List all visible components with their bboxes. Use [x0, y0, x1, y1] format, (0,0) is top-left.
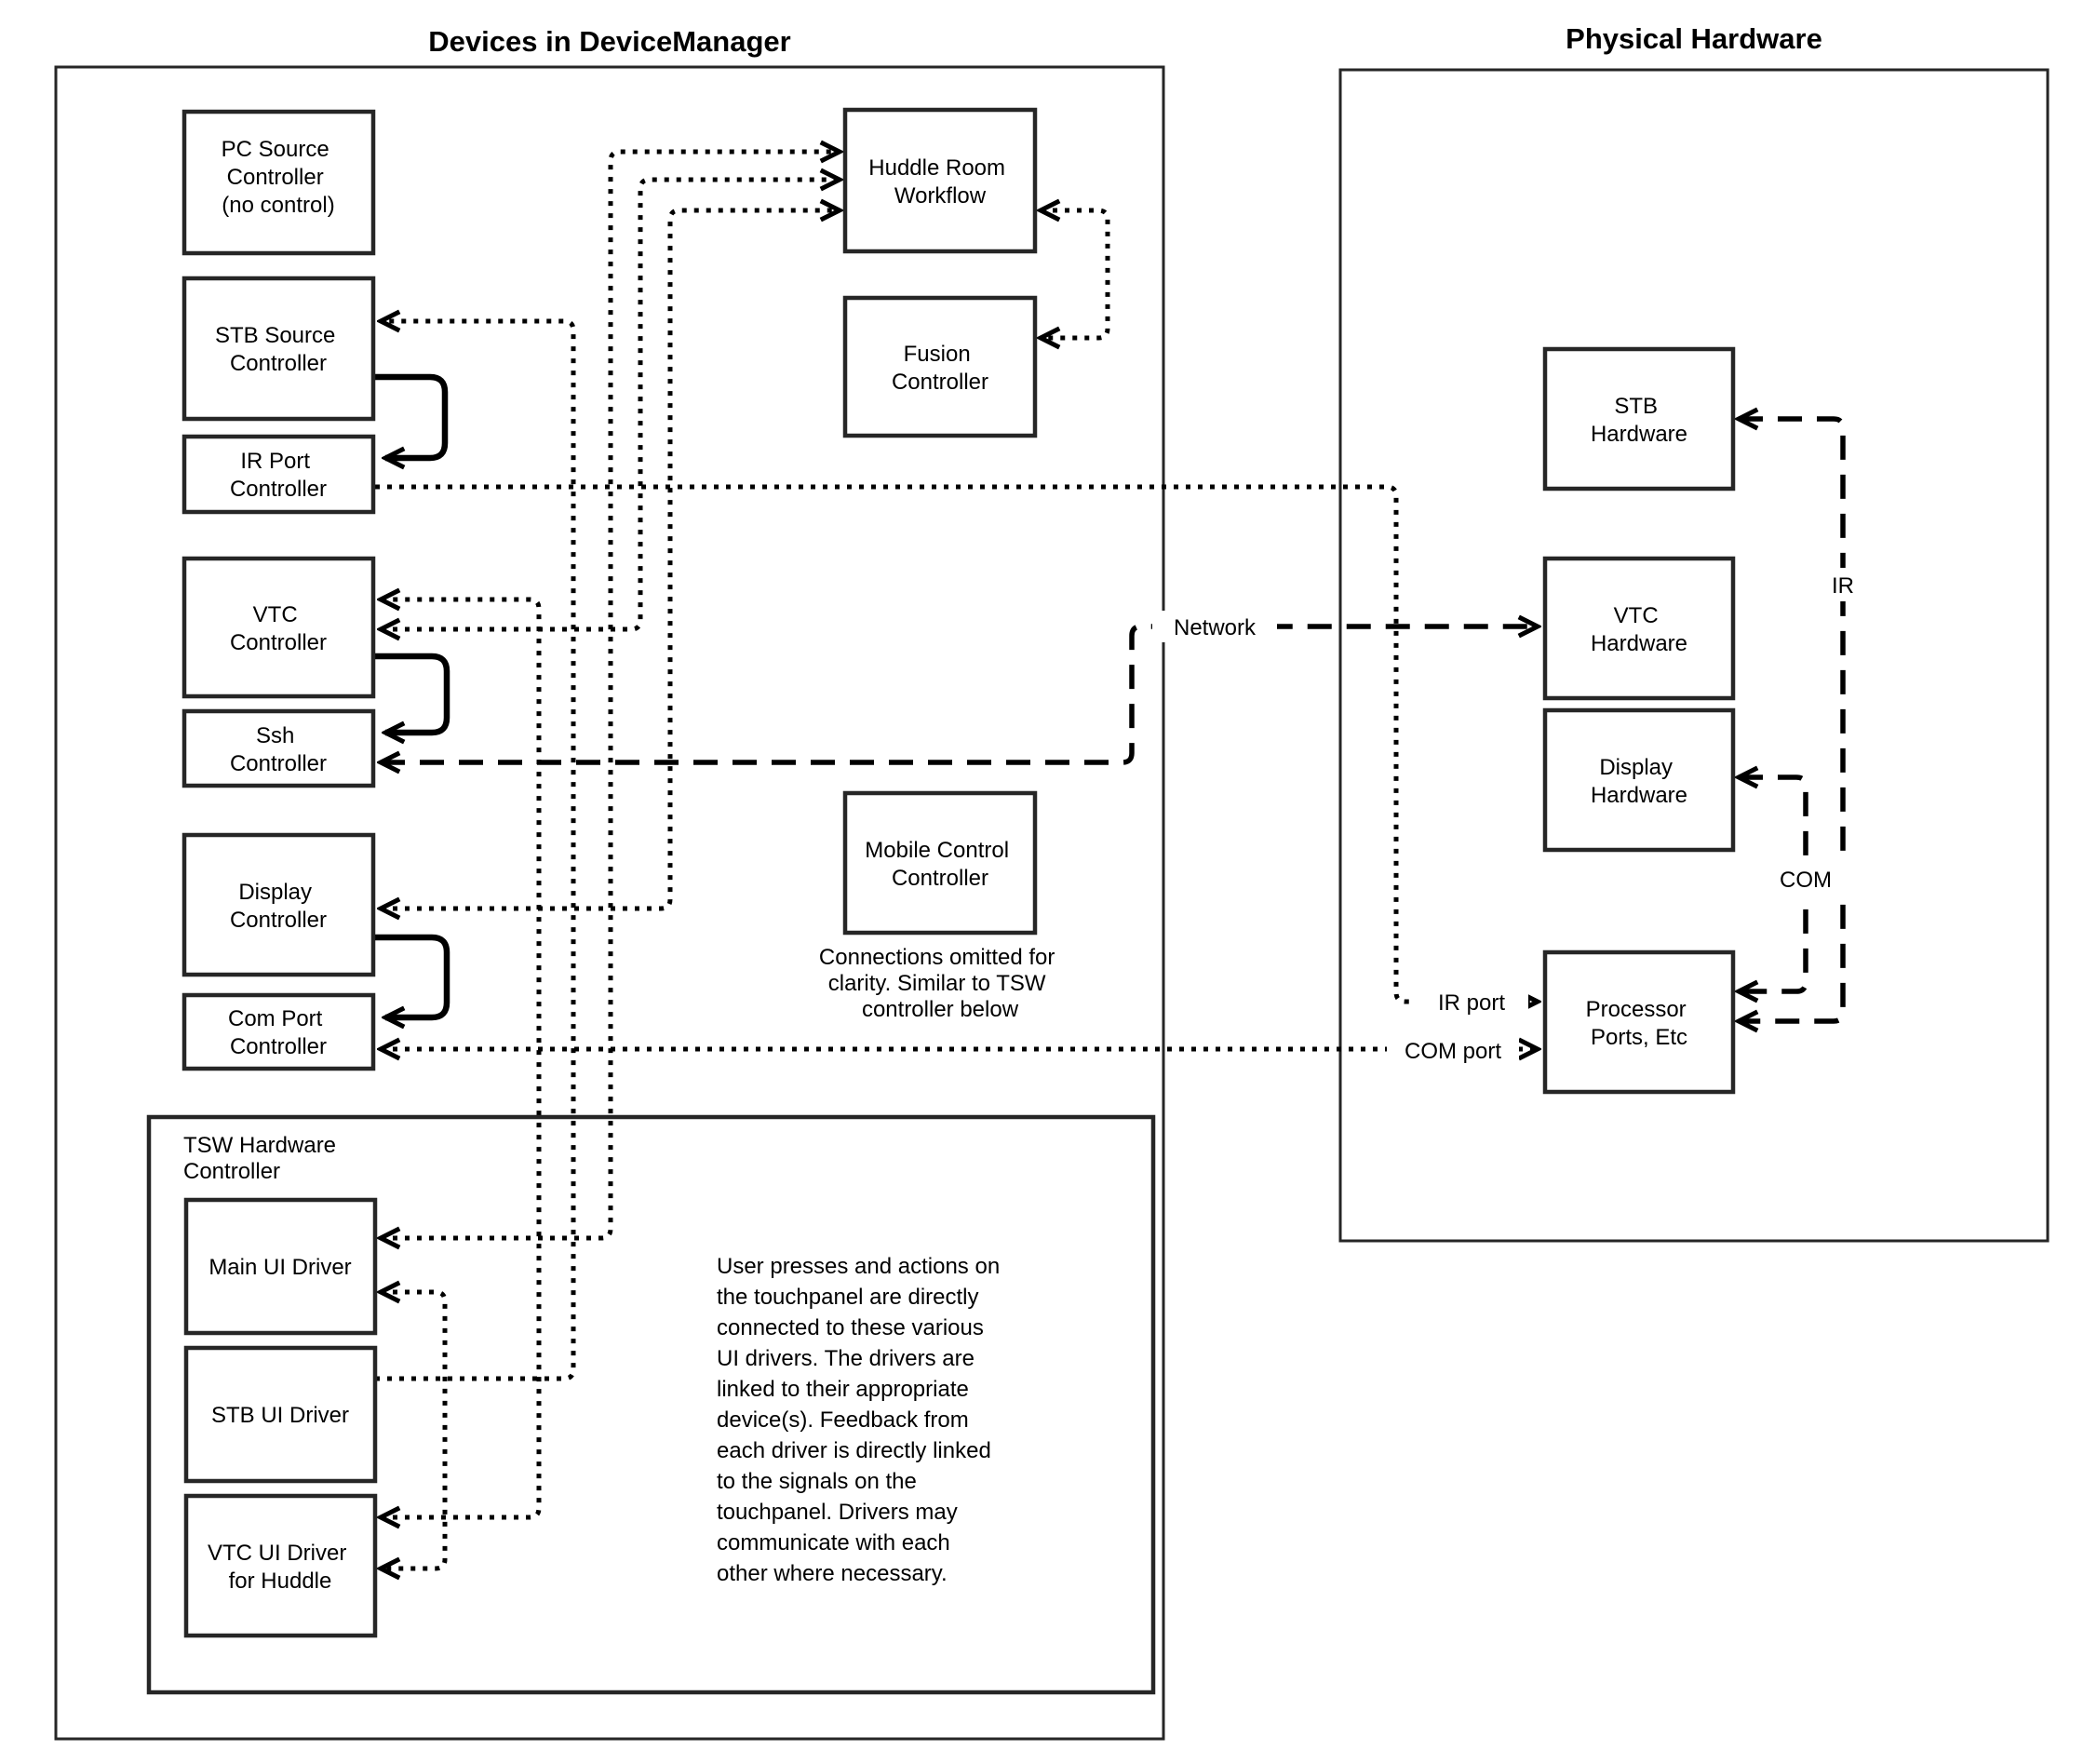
hardware-section-title: Physical Hardware	[1566, 22, 1822, 55]
link-ir	[1739, 419, 1843, 1021]
node-stb-source-controller	[184, 278, 373, 419]
node-processor-ports	[1545, 952, 1733, 1092]
svg-text:Fusion Controller: Fusion Controller	[891, 342, 989, 395]
node-stb-hardware	[1545, 349, 1733, 489]
node-mobile-control-controller	[845, 793, 1035, 933]
link-display-comport	[375, 937, 447, 1017]
svg-text:Display Hardware: Display Hardware	[1590, 755, 1688, 808]
link-vtc-ssh	[375, 656, 447, 733]
svg-text:Processor Ports, Etc: Processor Ports, Etc	[1585, 997, 1688, 1050]
svg-text:Display Controller: Display Controller	[229, 880, 328, 933]
link-stbsource-irport	[375, 377, 445, 458]
link-stbui-stbsource	[375, 321, 573, 1379]
svg-text:Main UI Driver: Main UI Driver	[208, 1255, 352, 1280]
svg-text:Mobile Control Controlle: Mobile Control Controller	[865, 838, 1010, 891]
node-pc-source-controller	[184, 112, 373, 253]
com-label: COM	[1780, 868, 1832, 893]
svg-text:Com Port Controller: Com Port Controller	[227, 1006, 328, 1059]
ir-port-label: IR port	[1437, 990, 1506, 1016]
svg-text:VTC Controller: VTC Controller	[229, 602, 328, 655]
node-display-hardware	[1545, 710, 1733, 850]
svg-text:VTC Hardware: VTC Hardware	[1590, 603, 1688, 656]
node-vtc-hardware	[1545, 559, 1733, 698]
svg-text:IR Port Controller: IR Port Controller	[229, 449, 328, 502]
svg-text:PC Source Controller: PC Source Controller (no control)	[221, 137, 335, 218]
tsw-controller-label: TSW Hardware Controller	[183, 1133, 337, 1184]
ir-label: IR	[1832, 573, 1854, 599]
touchpanel-note: User presses and actions on the touchpanel are directly connected to these various UI drivers. The drivers are linked to their appropriate device(s). Feedback from each driver is directly linked to the signals on the touchpanel. Drivers may communicate with each other where necessary.	[717, 1254, 1001, 1586]
node-huddle-room-workflow	[845, 110, 1035, 251]
link-huddle-fusion	[1041, 210, 1108, 338]
link-displaycontroller-huddle	[381, 210, 840, 909]
node-ssh-controller	[184, 711, 373, 786]
link-mainui-vtcui	[381, 1292, 445, 1569]
svg-text:Ssh Controller: Ssh Controller	[229, 723, 328, 776]
mobile-caption: Connections omitted for clarity. Similar to TSW controller below	[818, 945, 1055, 1022]
link-network	[381, 626, 1538, 762]
solid-connectors	[375, 377, 447, 1017]
devices-section-title: Devices in DeviceManager	[428, 25, 791, 58]
node-main-ui-driver	[186, 1200, 375, 1333]
node-com-port-controller	[184, 995, 373, 1069]
com-port-label: COM port	[1404, 1039, 1502, 1064]
svg-text:VTC UI Driver for Huddle: VTC UI Driver for Huddle	[207, 1541, 347, 1594]
node-ir-port-controller	[184, 437, 373, 512]
svg-text:STB Source Controller: STB Source Controller	[214, 323, 336, 376]
svg-text:STB UI Driver: STB UI Driver	[210, 1403, 350, 1428]
svg-text:Huddle Room Workflow: Huddle Room Workflow	[868, 155, 1006, 209]
svg-text:STB Hardware: STB Hardware	[1590, 394, 1688, 447]
node-fusion-controller	[845, 298, 1035, 436]
network-label: Network	[1173, 615, 1257, 640]
node-stb-ui-driver	[186, 1348, 375, 1481]
node-vtc-ui-driver	[186, 1496, 375, 1636]
node-display-controller	[184, 835, 373, 975]
link-vtccontroller-huddle	[381, 180, 840, 629]
node-vtc-controller	[184, 559, 373, 696]
